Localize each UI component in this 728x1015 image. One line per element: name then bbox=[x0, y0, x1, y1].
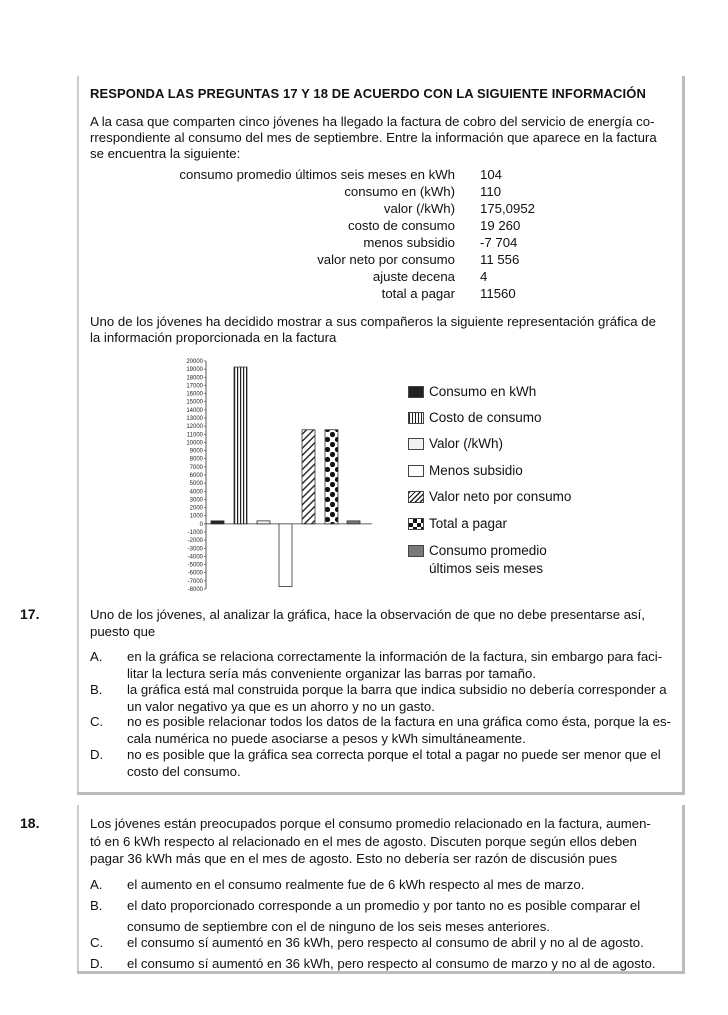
q17-option-b[interactable] bbox=[90, 682, 682, 715]
y-tick-label: 6000 bbox=[189, 473, 203, 479]
legend-swatch bbox=[408, 545, 424, 557]
y-tick-label: 19000 bbox=[186, 367, 203, 374]
y-tick-label: 13000 bbox=[186, 416, 203, 422]
option-letter: A. bbox=[90, 877, 103, 892]
option-line: el consumo sí aumentó en 36 kWh, pero respecto al consumo de marzo y no al de agosto. bbox=[127, 956, 656, 971]
legend-swatch bbox=[408, 465, 424, 477]
invoice-row bbox=[130, 201, 580, 218]
invoice-value: 19 260 bbox=[480, 218, 521, 233]
legend-label: Valor neto por consumo bbox=[429, 489, 572, 504]
y-tick-label: 0 bbox=[199, 521, 203, 528]
intro-line: rrespondiente al consumo del mes de septiembre. Entre la información que aparece en la factura bbox=[90, 130, 657, 145]
legend-label: Costo de consumo bbox=[429, 410, 542, 425]
y-tick-label: 5000 bbox=[189, 481, 203, 488]
stem-line: puesto que bbox=[90, 624, 156, 639]
legend-label: Consumo en kWh bbox=[429, 384, 537, 399]
invoice-row bbox=[130, 218, 580, 235]
y-tick-label: 9000 bbox=[189, 448, 203, 455]
y-tick-label: 4000 bbox=[189, 489, 203, 496]
y-tick-label: 8000 bbox=[189, 456, 203, 463]
option-line: en la gráfica se relaciona correctamente la información de la factura, sin embargo para faci- bbox=[127, 649, 663, 664]
y-tick-label: 7000 bbox=[189, 464, 203, 471]
option-letter: C. bbox=[90, 935, 104, 950]
bar-valor-kwh bbox=[257, 521, 270, 524]
question-number: 18. bbox=[20, 815, 40, 831]
option-line: no es posible relacionar todos los datos de la factura en una gráfica como ésta, porque la es- bbox=[127, 714, 671, 729]
option-letter: A. bbox=[90, 649, 103, 664]
option-letter: B. bbox=[90, 898, 103, 913]
intro-line: se encuentra la siguiente: bbox=[90, 146, 241, 161]
legend-label: Valor (/kWh) bbox=[429, 436, 504, 451]
option-line: cala numérica no puede asociarse a pesos y kWh simultáneamente. bbox=[127, 730, 526, 746]
y-tick-label: 20000 bbox=[186, 359, 203, 365]
legend-label: Consumo promedio bbox=[429, 543, 547, 558]
invoice-label: consumo en (kWh) bbox=[344, 184, 455, 199]
y-tick-label: 14000 bbox=[186, 407, 203, 414]
invoice-row bbox=[130, 184, 580, 201]
option-line: no es posible que la gráfica sea correcta porque el total a pagar no puede ser menor que el bbox=[127, 747, 661, 762]
bar-menos-subsidio bbox=[279, 524, 292, 587]
graph-intro bbox=[90, 314, 680, 346]
y-tick-label: 16000 bbox=[186, 391, 203, 398]
invoice-value: 4 bbox=[480, 269, 488, 284]
option-letter: D. bbox=[90, 747, 104, 762]
invoice-value: -7 704 bbox=[480, 235, 518, 250]
y-tick-label: -8000 bbox=[187, 587, 203, 593]
y-tick-label: -1000 bbox=[187, 530, 203, 536]
invoice-value: 104 bbox=[480, 167, 503, 182]
option-line: el dato proporcionado corresponde a un promedio y por tanto no es posible comparar el bbox=[127, 898, 641, 913]
legend-swatch bbox=[408, 438, 424, 450]
y-tick-label: -5000 bbox=[187, 562, 203, 569]
option-line: costo del consumo. bbox=[127, 763, 241, 779]
q18-option-d[interactable] bbox=[90, 953, 682, 974]
option-line: el consumo sí aumentó en 36 kWh, pero respecto al consumo de abril y no al de agosto. bbox=[127, 935, 644, 950]
question-18-stem bbox=[90, 815, 680, 868]
bar-consumo-promedio bbox=[347, 521, 360, 524]
legend-label: Menos subsidio bbox=[429, 463, 523, 478]
q17-option-c[interactable] bbox=[90, 714, 682, 747]
y-tick-label: 17000 bbox=[186, 383, 203, 390]
invoice-value: 175,0952 bbox=[480, 201, 536, 216]
y-tick-label: -3000 bbox=[187, 546, 203, 553]
q17-option-d[interactable] bbox=[90, 747, 682, 780]
invoice-row bbox=[130, 167, 580, 184]
y-tick-label: 1000 bbox=[189, 513, 203, 520]
invoice-label: consumo promedio últimos seis meses en kWh bbox=[179, 167, 455, 182]
invoice-label: valor neto por consumo bbox=[317, 252, 455, 267]
y-tick-label: -7000 bbox=[187, 578, 203, 585]
option-line: litar la lectura sería más conveniente organizar las barras por tamaño. bbox=[127, 665, 537, 681]
bar-costo-consumo bbox=[234, 367, 247, 524]
invoice-row bbox=[130, 269, 580, 286]
q18-option-a[interactable] bbox=[90, 874, 682, 895]
bar-total-pagar bbox=[325, 430, 338, 524]
invoice-row bbox=[130, 235, 580, 252]
option-line: la gráfica está mal construida porque la barra que indica subsidio no debería corresponder a bbox=[127, 682, 667, 697]
invoice-value: 11 556 bbox=[480, 252, 520, 267]
stem-line: Los jóvenes están preocupados porque el consumo promedio relacionado en la factura, aumen- bbox=[90, 816, 651, 831]
invoice-label: total a pagar bbox=[381, 286, 455, 301]
intro-paragraph bbox=[90, 114, 680, 162]
invoice-label: ajuste decena bbox=[372, 269, 455, 284]
stem-line: pagar 36 kWh más que en el mes de agosto. Esto no debería ser razón de discusión pues bbox=[90, 851, 618, 866]
question-17-stem bbox=[90, 606, 680, 640]
option-letter: D. bbox=[90, 956, 104, 971]
legend-label-line2: últimos seis meses bbox=[429, 561, 544, 576]
y-tick-label: -6000 bbox=[187, 570, 203, 577]
invoice-row bbox=[130, 286, 580, 303]
legend-swatch bbox=[408, 491, 424, 503]
graph-intro-line: Uno de los jóvenes ha decidido mostrar a sus compañeros la siguiente representación gráfica de bbox=[90, 314, 656, 329]
invoice-label: menos subsidio bbox=[363, 235, 455, 250]
legend-swatch bbox=[408, 386, 424, 398]
invoice-label: costo de consumo bbox=[347, 218, 455, 233]
question-number: 17. bbox=[20, 606, 40, 622]
invoice-value: 11560 bbox=[480, 286, 516, 301]
y-tick-label: 3000 bbox=[189, 497, 203, 504]
legend-label: Total a pagar bbox=[429, 516, 508, 531]
y-tick-label: -2000 bbox=[187, 538, 203, 545]
y-tick-label: 15000 bbox=[186, 399, 203, 406]
y-tick-label: 11000 bbox=[186, 432, 203, 439]
option-line: el aumento en el consumo realmente fue de 6 kWh respecto al mes de marzo. bbox=[127, 877, 585, 892]
bar-chart bbox=[150, 352, 400, 597]
invoice-value: 110 bbox=[480, 184, 502, 199]
invoice-label: valor (/kWh) bbox=[383, 201, 455, 216]
bar-valor-neto bbox=[302, 430, 315, 524]
legend-swatch bbox=[408, 412, 424, 424]
y-tick-label: 12000 bbox=[186, 424, 203, 431]
y-tick-label: -4000 bbox=[187, 554, 203, 561]
legend-swatch bbox=[408, 518, 424, 530]
y-tick-label: 18000 bbox=[186, 375, 203, 382]
stem-line: Uno de los jóvenes, al analizar la gráfica, hace la observación de que no debe presentarse así, bbox=[90, 607, 645, 622]
section-header: RESPONDA LAS PREGUNTAS 17 Y 18 DE ACUERDO CON LA SIGUIENTE INFORMACIÓN bbox=[90, 86, 646, 101]
q17-option-a[interactable] bbox=[90, 649, 682, 682]
graph-intro-line: la información proporcionada en la factura bbox=[90, 330, 337, 345]
bar-consumo-kwh bbox=[211, 521, 224, 524]
q18-option-b[interactable] bbox=[90, 895, 682, 937]
option-letter: B. bbox=[90, 682, 103, 697]
intro-line: A la casa que comparten cinco jóvenes ha llegado la factura de cobro del servicio de energía co- bbox=[90, 114, 655, 129]
option-line: un valor negativo ya que es un ahorro y no un gasto. bbox=[127, 698, 435, 714]
invoice-row bbox=[130, 252, 580, 269]
option-letter: C. bbox=[90, 714, 104, 729]
y-tick-label: 10000 bbox=[186, 440, 203, 447]
y-tick-label: 2000 bbox=[189, 505, 203, 512]
stem-line: tó en 6 kWh respecto al relacionado en el mes de agosto. Discuten porque según ellos deben bbox=[90, 833, 637, 849]
q18-option-c[interactable] bbox=[90, 932, 682, 953]
option-line: consumo de septiembre con el de ninguno de los seis meses anteriores. bbox=[127, 919, 550, 934]
